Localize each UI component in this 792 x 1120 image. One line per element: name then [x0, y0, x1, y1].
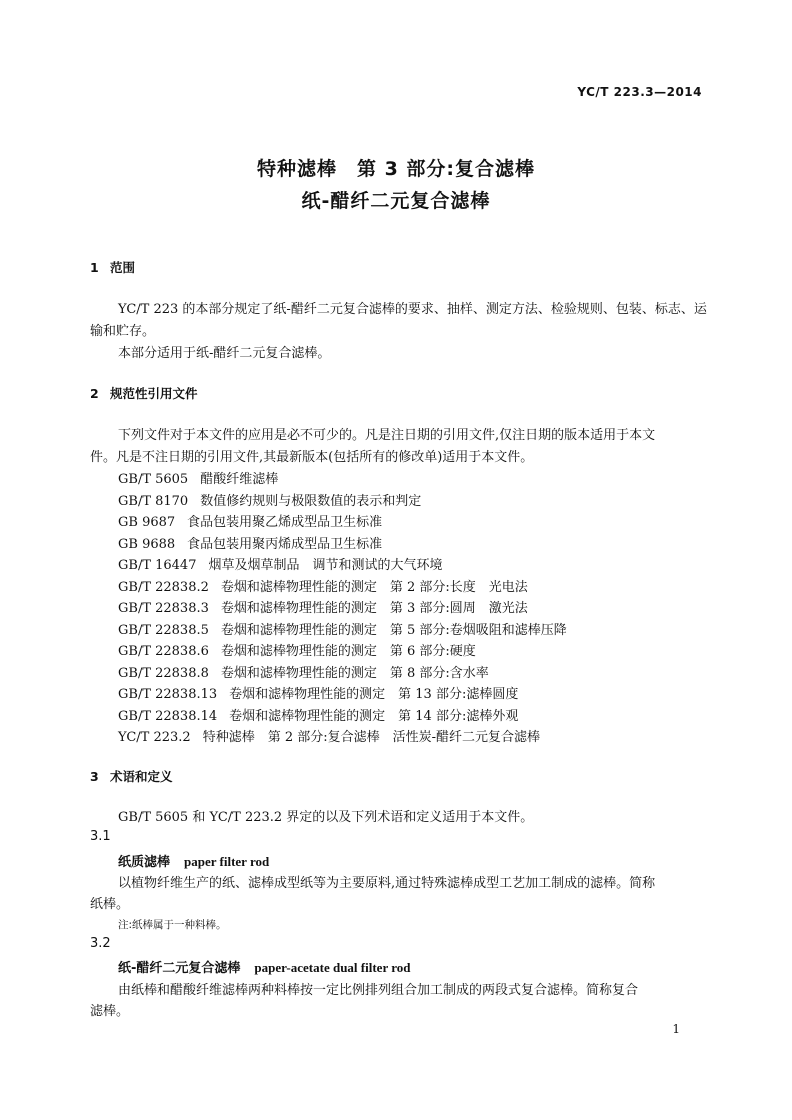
reference-code: GB 9687	[118, 515, 176, 530]
reference-title: 卷烟和滤棒物理性能的测定 第 14 部分:滤棒外观	[229, 708, 519, 724]
reference-item	[118, 640, 476, 659]
term-en: paper filter rod	[184, 854, 270, 869]
reference-code: YC/T 223.2	[118, 730, 191, 745]
section-number: 3	[90, 769, 99, 784]
reference-code: GB/T 22838.13	[118, 687, 218, 702]
section-title: 范围	[110, 260, 136, 275]
reference-code: GB/T 16447	[118, 558, 197, 573]
reference-title: 食品包装用聚丙烯成型品卫生标准	[187, 536, 383, 552]
term-3-2	[118, 957, 411, 976]
section-2-heading	[90, 384, 198, 402]
reference-title: 特种滤棒 第 2 部分:复合滤棒 活性炭-醋纤二元复合滤棒	[202, 730, 541, 745]
reference-item	[118, 597, 528, 616]
scope-paragraph-line2: 输和贮存。	[90, 324, 156, 339]
term-3-1-number: 3.1	[90, 829, 111, 844]
term-3-1	[118, 851, 269, 870]
reference-code: GB/T 22838.3	[118, 601, 209, 616]
section-number: 1	[90, 260, 99, 275]
reference-item	[118, 554, 443, 573]
reference-title: 卷烟和滤棒物理性能的测定 第 13 部分:滤棒圆度	[229, 687, 519, 702]
reference-item	[118, 490, 421, 509]
section-3-heading	[90, 767, 173, 785]
term-3-2-definition-line2: 滤棒。	[90, 1004, 130, 1019]
term-3-1-definition-line2: 纸棒。	[90, 897, 130, 912]
reference-title: 烟草及烟草制品 调节和测试的大气环境	[208, 558, 443, 573]
reference-code: GB/T 22838.8	[118, 665, 209, 681]
reference-item	[118, 576, 528, 595]
reference-title: 数值修约规则与极限数值的表示和判定	[200, 493, 422, 509]
reference-code: GB/T 22838.2	[118, 579, 209, 595]
reference-item	[118, 705, 518, 724]
section-title: 规范性引用文件	[110, 386, 198, 401]
term-en: paper-acetate dual filter rod	[254, 960, 411, 975]
reference-title: 食品包装用聚乙烯成型品卫生标准	[187, 515, 383, 530]
reference-title: 卷烟和滤棒物理性能的测定 第 8 部分:含水率	[220, 665, 489, 681]
doc-title-line1: 特种滤棒 第 3 部分:复合滤棒	[256, 158, 536, 180]
page-number: 1	[672, 1022, 680, 1036]
term-3-2-definition-line1: 由纸棒和醋酸纤维滤棒两种料棒按一定比例排列组合加工制成的两段式复合滤棒。简称复合	[118, 983, 639, 998]
term-cn: 纸-醋纤二元复合滤棒	[118, 961, 241, 976]
references-intro-line2: 件。凡是不注日期的引用文件,其最新版本(包括所有的修改单)适用于本文件。	[90, 450, 534, 465]
reference-code: GB/T 22838.14	[118, 708, 218, 724]
reference-item	[118, 662, 489, 681]
scope-paragraph-line1: YC/T 223 的本部分规定了纸-醋纤二元复合滤棒的要求、抽样、测定方法、检验规则、包装、标志、运	[118, 302, 707, 317]
terms-intro: GB/T 5605 和 YC/T 223.2 界定的以及下列术语和定义适用于本文件。	[118, 810, 534, 825]
doc-title-line2: 纸-醋纤二元复合滤棒	[301, 190, 491, 212]
reference-item	[118, 468, 278, 487]
reference-title: 卷烟和滤棒物理性能的测定 第 3 部分:圆周 激光法	[220, 601, 528, 616]
section-title: 术语和定义	[110, 769, 173, 784]
reference-item	[118, 619, 567, 638]
references-intro-line1: 下列文件对于本文件的应用是必不可少的。凡是注日期的引用文件,仅注日期的版本适用于本文	[118, 428, 656, 443]
reference-title: 卷烟和滤棒物理性能的测定 第 5 部分:卷烟吸阻和滤棒压降	[220, 622, 567, 638]
term-3-1-definition-line1: 以植物纤维生产的纸、滤棒成型纸等为主要原料,通过特殊滤棒成型工艺加工制成的滤棒。简称	[118, 876, 656, 891]
section-1-heading	[90, 258, 135, 276]
reference-item	[118, 533, 382, 552]
term-3-2-number: 3.2	[90, 936, 111, 951]
reference-code: GB 9688	[118, 536, 176, 552]
term-3-1-note: 注:纸棒属于一种料棒。	[118, 919, 227, 931]
scope-applicability: 本部分适用于纸-醋纤二元复合滤棒。	[118, 346, 331, 361]
reference-code: GB/T 22838.5	[118, 622, 209, 638]
standard-code: YC/T 223.3—2014	[577, 85, 702, 99]
reference-item	[118, 511, 382, 530]
reference-code: GB/T 5605	[118, 472, 189, 487]
reference-item	[118, 726, 540, 745]
reference-code: GB/T 22838.6	[118, 644, 209, 659]
section-number: 2	[90, 386, 99, 401]
reference-title: 醋酸纤维滤棒	[200, 472, 279, 487]
term-cn: 纸质滤棒	[118, 855, 171, 870]
reference-title: 卷烟和滤棒物理性能的测定 第 6 部分:硬度	[220, 644, 476, 659]
reference-title: 卷烟和滤棒物理性能的测定 第 2 部分:长度 光电法	[220, 579, 528, 595]
reference-item	[118, 683, 518, 702]
reference-code: GB/T 8170	[118, 493, 189, 509]
